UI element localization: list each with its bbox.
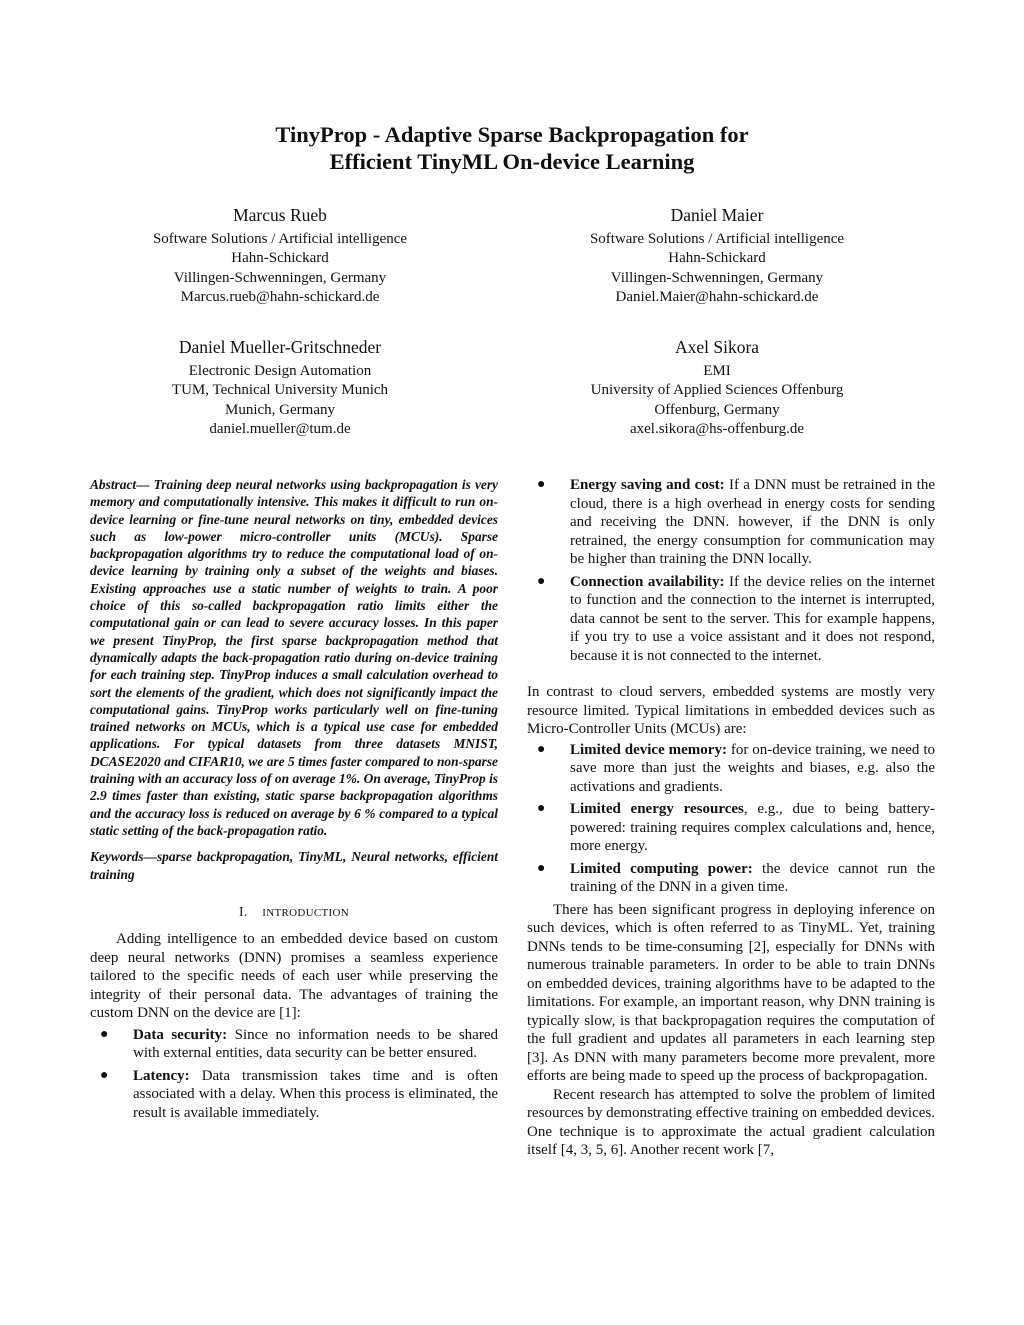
author-email[interactable]: Daniel.Maier@hahn-schickard.de xyxy=(615,289,819,306)
section-heading-introduction xyxy=(90,903,498,923)
title-line-1: TinyProp - Adaptive Sparse Backpropagation for xyxy=(275,122,749,147)
item-term: Energy saving and cost: xyxy=(570,477,725,493)
item-text: the device cannot run the training of the DNN in a given time. xyxy=(570,860,935,895)
intro-paragraph-1: Adding intelligence to an embedded device based on custom deep neural networks (DNN) promises a seamless experience tailored to the specific needs of each user while preserving the integrity of their personal data. The advantages of training the custom DNN on the device are [1]: xyxy=(90,931,498,1022)
author-email[interactable]: axel.sikora@hs-offenburg.de xyxy=(629,421,805,438)
item-text: for on-device training, we need to save more than just the weights and biases, e.g. also the activations and gradients. xyxy=(570,741,935,795)
author-name: Axel Sikora xyxy=(674,337,760,357)
keywords-text: sparse backpropagation, TinyML, Neural networks, efficient training xyxy=(90,849,498,882)
list-item xyxy=(527,860,935,897)
item-text: Since no information needs to be shared with external entities, data security can be better ensured. xyxy=(133,1026,498,1062)
author-org: Hahn-Schickard xyxy=(231,250,329,267)
author-dept: EMI xyxy=(703,363,731,379)
paper-title xyxy=(0,121,1024,175)
list-item xyxy=(527,741,935,797)
limitations-list xyxy=(527,741,935,897)
list-item xyxy=(90,1026,498,1063)
author-org: Hahn-Schickard xyxy=(668,250,766,267)
item-term: Data security: xyxy=(133,1026,228,1043)
bullet-icon: ● xyxy=(537,801,546,816)
author-block-1 xyxy=(100,204,460,308)
author-dept: Electronic Design Automation xyxy=(188,363,372,379)
intro-paragraph-2: In contrast to cloud servers, embedded systems are mostly very resource limited. Typical limitations in embedded devices such as Micro-Controller Units (MCUs) are: xyxy=(527,684,935,737)
author-name: Daniel Maier xyxy=(670,205,764,225)
intro-paragraph-3: There has been significant progress in deploying inference on such devices, which is often referred to as TinyML. Yet, training DNNs tends to be time-consuming [2], especially for DNNs with numerous trainable parameters. In order to be able to train DNNs on embedded devices, training algorithms have to be adapted to the limitations. For example, an important reason, why DNN training is typically slow, is that backpropagation requires the computation of the full gradient and updates all parameters in each learning step [3]. As DNN with many parameters become more prevalent, more efforts are being made to speed up the process of backpropagation. xyxy=(527,901,935,1084)
bullet-icon: ● xyxy=(537,741,546,757)
author-block-3 xyxy=(100,336,460,440)
abstract-text: Training deep neural networks using backpropagation is very memory and computationally intensive. This makes it difficult to run on-device learning or fine-tune neural networks on tiny, embedded devices such as low-power micro-controller units (MCUs). Sparse backpropagation algorithms try to reduce the computational load of on-device learning by training only a subset of the weights and biases. Existing approaches use a static number of weights to train. A poor choice of this so-called backpropagation ratio limits either the computational gain or can lead to severe accuracy losses. In this paper we present TinyProp, the first sparse backpropagation method that dynamically adapts the back-propagation ratio during on-device training for each training step. TinyProp induces a small calculation overhead to sort the elements of the gradient, which does not significantly impact the computational gains. TinyProp works particularly well on fine-tuning trained networks on MCUs, which is a typical use case for embedded applications. For typical datasets from three datasets MNIST, DCASE2020 and CIFAR10, we are 5 times faster compared to non-sparse training with an accuracy loss of on average 1%. On average, TinyProp is 2.9 times faster than existing, static sparse backpropagation algorithms and the accuracy loss is reduced on average by 6 % compared to a typical static setting of the back-propagation ratio. xyxy=(90,477,498,838)
item-text: Data transmission takes time and is often associated with a delay. When this process is eliminated, the result is available immediately. xyxy=(133,1067,498,1121)
bullet-icon: ● xyxy=(537,573,546,589)
bullet-icon: ● xyxy=(100,1067,109,1083)
item-term: Limited energy resources xyxy=(570,801,744,817)
keywords-label: Keywords— xyxy=(90,849,157,865)
title-line-2: Efficient TinyML On-device Learning xyxy=(329,149,695,174)
author-org: TUM, Technical University Munich xyxy=(171,382,389,399)
author-location: Villingen-Schwenningen, Germany xyxy=(610,269,824,286)
author-location: Offenburg, Germany xyxy=(654,401,780,418)
left-column xyxy=(90,476,498,1126)
list-item xyxy=(527,800,935,856)
author-org: University of Applied Sciences Offenburg xyxy=(590,382,844,399)
advantages-list-continued xyxy=(527,476,935,665)
item-text: If a DNN must be retrained in the cloud, there is a high overhead in energy costs for sending and receiving the DNN. however, if the DNN is only retrained, the energy consumption for communication may be higher than training the DNN locally. xyxy=(570,477,935,567)
item-term: Connection availability: xyxy=(570,573,725,590)
author-dept: Software Solutions / Artificial intelligence xyxy=(589,231,845,247)
bullet-icon: ● xyxy=(537,477,546,492)
author-dept: Software Solutions / Artificial intelligence xyxy=(152,231,408,247)
item-text: If the device relies on the internet to function and the connection to the internet is interrupted, data cannot be sent to the server. This for example happens, if you try to use a voice assistant and it does not respond, because it is not connected to the internet. xyxy=(570,573,935,664)
author-block-4 xyxy=(537,336,897,440)
advantages-list xyxy=(90,1026,498,1123)
intro-paragraph-4: Recent research has attempted to solve the problem of limited resources by demonstrating effective training on embedded devices. One technique is to approximate the actual gradient calculation itself [4, 3, 5, 6]. Another recent work [7, xyxy=(527,1086,935,1158)
section-title: INTRODUCTION xyxy=(262,906,349,919)
abstract xyxy=(90,476,498,839)
item-text: , e.g., due to being battery-powered: training requires complex calculations and, hence, more energy. xyxy=(570,801,935,854)
abstract-label: Abstract— xyxy=(90,477,150,492)
author-name: Marcus Rueb xyxy=(233,205,327,225)
author-location: Munich, Germany xyxy=(225,401,335,418)
list-item xyxy=(527,573,935,666)
bullet-icon: ● xyxy=(100,1026,109,1042)
author-email[interactable]: Marcus.rueb@hahn-schickard.de xyxy=(180,289,380,306)
item-term: Limited device memory: xyxy=(570,741,727,758)
right-column xyxy=(527,476,935,1160)
author-location: Villingen-Schwenningen, Germany xyxy=(173,269,387,286)
author-name: Daniel Mueller-Gritschneder xyxy=(178,337,382,357)
item-term: Latency: xyxy=(133,1067,190,1084)
keywords xyxy=(90,848,498,883)
item-term: Limited computing power: xyxy=(570,860,753,877)
author-block-2 xyxy=(537,204,897,308)
list-item xyxy=(90,1067,498,1123)
author-email[interactable]: daniel.mueller@tum.de xyxy=(209,421,351,438)
bullet-icon: ● xyxy=(537,860,546,876)
list-item xyxy=(527,476,935,569)
section-numeral: I. xyxy=(239,903,248,919)
